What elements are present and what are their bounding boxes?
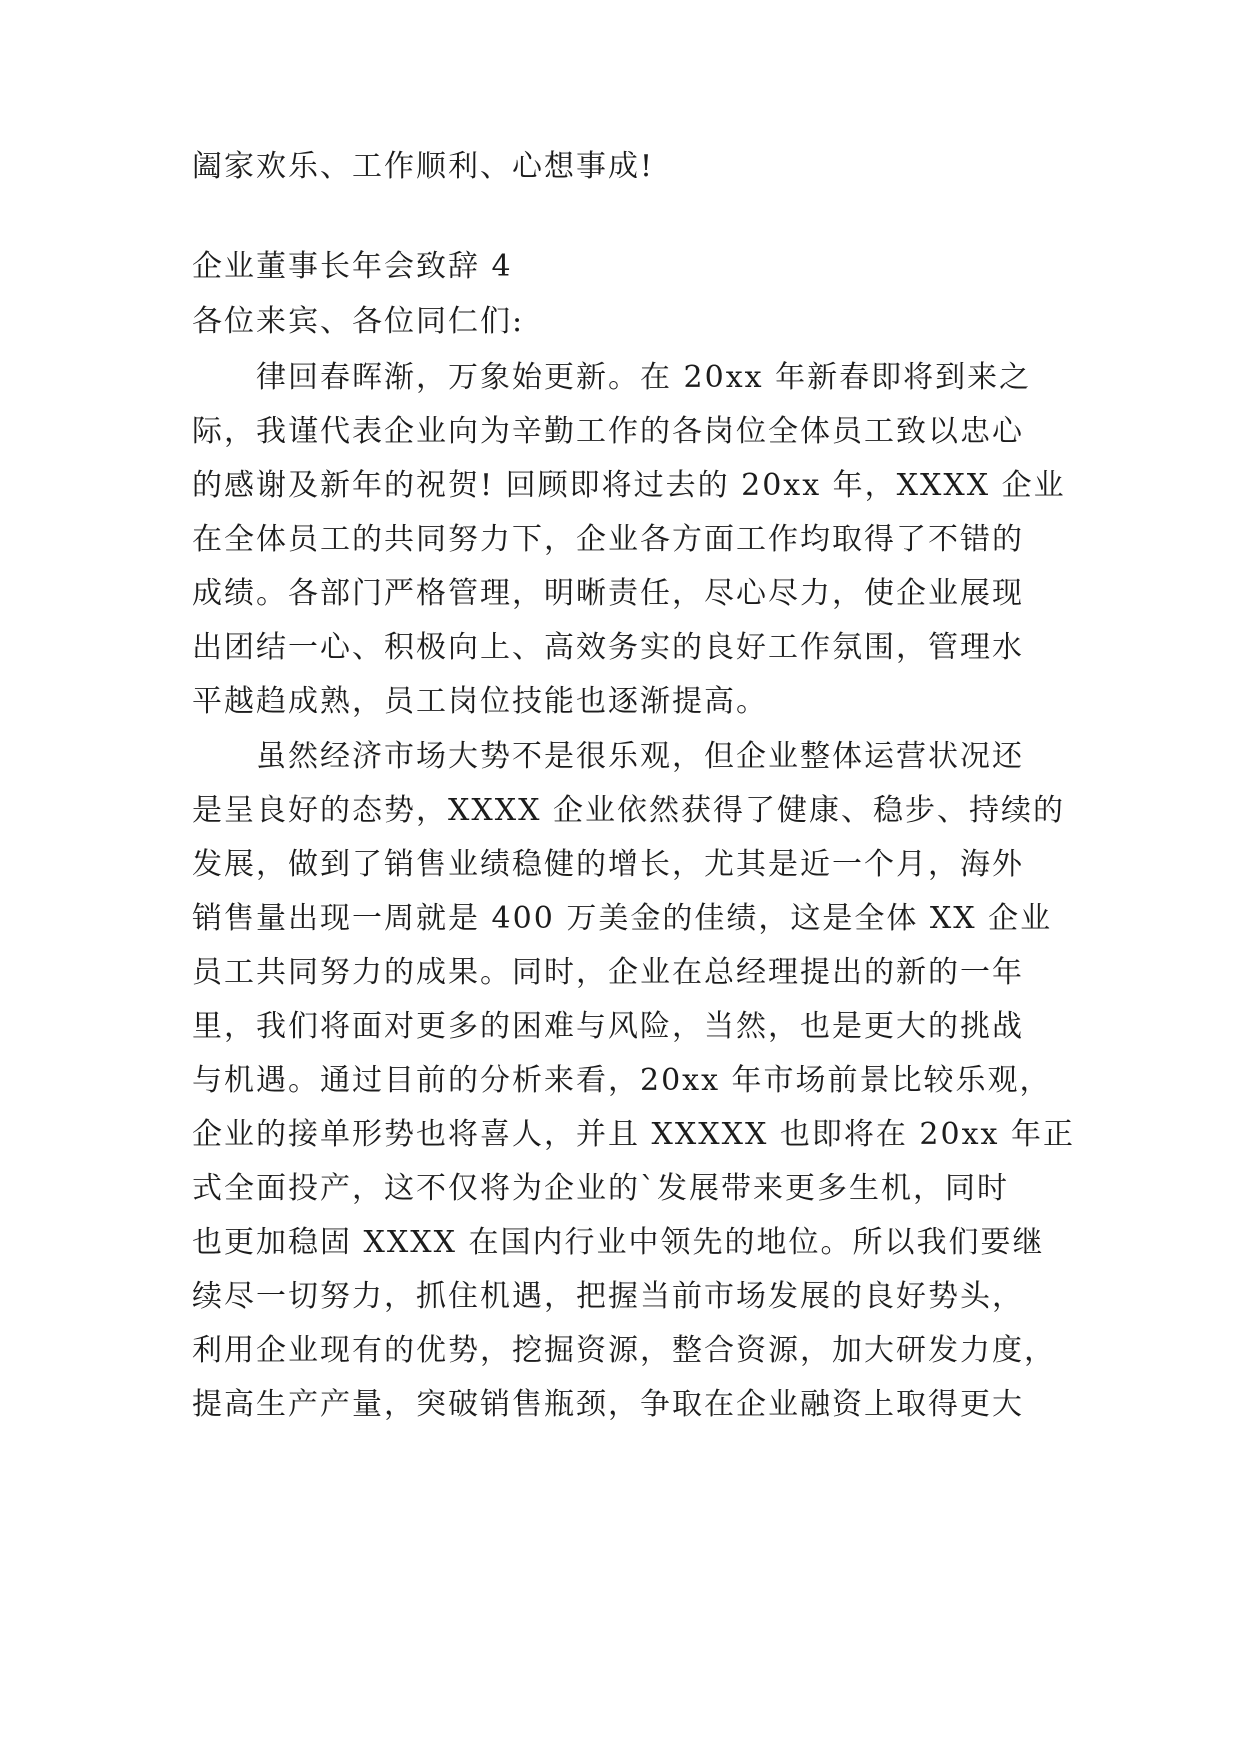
paragraph-2-line-8: 企业的接单形势也将喜人，并且 XXXXX 也即将在 20xx 年正: [192, 1117, 1075, 1152]
paragraph-2-line-5: 员工共同努力的成果。同时，企业在总经理提出的新的一年: [192, 955, 1024, 990]
paragraph-1-line-4: 在全体员工的共同努力下，企业各方面工作均取得了不错的: [192, 522, 1024, 557]
paragraph-2-line-10: 也更加稳固 XXXX 在国内行业中领先的地位。所以我们要继: [192, 1225, 1045, 1260]
paragraph-1-line-1: 律回春晖渐，万象始更新。在 20xx 年新春即将到来之: [256, 360, 1032, 395]
paragraph-1-line-7: 平越趋成熟，员工岗位技能也逐渐提高。: [192, 684, 768, 719]
previous-section-tail: 阖家欢乐、工作顺利、心想事成!: [192, 149, 655, 184]
salutation: 各位来宾、各位同仁们:: [192, 304, 525, 339]
paragraph-2-line-11: 续尽一切努力，抓住机遇，把握当前市场发展的良好势头，: [192, 1279, 1024, 1314]
paragraph-2-line-3: 发展，做到了销售业绩稳健的增长，尤其是近一个月，海外: [192, 847, 1024, 882]
paragraph-2-line-7: 与机遇。通过目前的分析来看，20xx 年市场前景比较乐观，: [192, 1063, 1052, 1098]
paragraph-2-line-13: 提高生产产量，突破销售瓶颈，争取在企业融资上取得更大: [192, 1387, 1024, 1422]
paragraph-2-line-12: 利用企业现有的优势，挖掘资源，整合资源，加大研发力度，: [192, 1333, 1056, 1368]
paragraph-2-line-2: 是呈良好的态势，XXXX 企业依然获得了健康、稳步、持续的: [192, 793, 1065, 828]
paragraph-1-line-5: 成绩。各部门严格管理，明晰责任，尽心尽力，使企业展现: [192, 576, 1024, 611]
paragraph-2-line-9: 式全面投产，这不仅将为企业的`发展带来更多生机，同时: [192, 1171, 1009, 1206]
paragraph-1-line-3: 的感谢及新年的祝贺! 回顾即将过去的 20xx 年，XXXX 企业: [192, 468, 1066, 503]
paragraph-1-line-6: 出团结一心、积极向上、高效务实的良好工作氛围，管理水: [192, 630, 1024, 665]
section-title: 企业董事长年会致辞 4: [192, 249, 513, 284]
paragraph-2-line-4: 销售量出现一周就是 400 万美金的佳绩，这是全体 XX 企业: [192, 901, 1053, 936]
paragraph-1-line-2: 际，我谨代表企业向为辛勤工作的各岗位全体员工致以忠心: [192, 414, 1024, 449]
paragraph-2-line-6: 里，我们将面对更多的困难与风险，当然，也是更大的挑战: [192, 1009, 1024, 1044]
paragraph-2-line-1: 虽然经济市场大势不是很乐观，但企业整体运营状况还: [256, 739, 1024, 774]
